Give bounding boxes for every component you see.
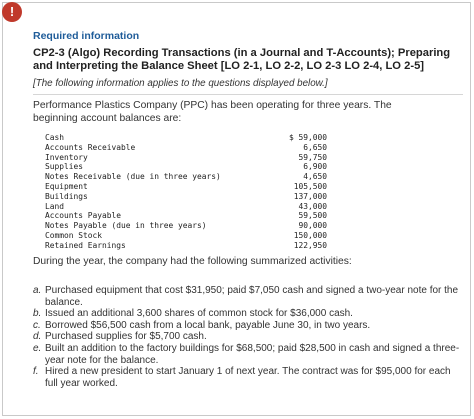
account-amount: 137,000 bbox=[293, 191, 327, 201]
activity-letter: a. bbox=[33, 285, 42, 296]
balance-row bbox=[45, 162, 327, 172]
problem-title: CP2-3 (Algo) Recording Transactions (in a Journal and T-Accounts); Preparing and Interpreting the Balance Sheet [LO 2-1, LO 2-2, LO 2-3 LO 2-4, LO 2-5] bbox=[33, 47, 451, 72]
account-name: Land bbox=[45, 201, 65, 211]
balance-row bbox=[45, 221, 327, 231]
account-amount: 4,650 bbox=[303, 172, 327, 182]
activity-item bbox=[33, 320, 463, 332]
activity-text: Hired a new president to start January 1 of next year. The contract was for $95,000 for each full year worked. bbox=[45, 366, 451, 389]
account-amount: 59,750 bbox=[298, 152, 327, 162]
account-name: Cash bbox=[45, 133, 65, 142]
account-name: Retained Earnings bbox=[45, 240, 126, 250]
activity-text: Issued an additional 3,600 shares of common stock for $36,000 cash. bbox=[45, 308, 353, 320]
activity-text: Purchased equipment that cost $31,950; paid $7,050 cash and signed a two-year note for the balance. bbox=[45, 285, 459, 308]
balance-row bbox=[45, 231, 327, 241]
activity-text: Built an addition to the factory buildings for $68,500; paid $28,500 in cash and signed a three-year note for the balance. bbox=[45, 342, 460, 366]
activity-item bbox=[33, 308, 463, 320]
activity-letter: b. bbox=[33, 308, 42, 320]
activity-letter: c. bbox=[33, 319, 41, 331]
activity-letter: e. bbox=[33, 342, 42, 354]
balance-row bbox=[45, 211, 327, 221]
activity-letter: d. bbox=[33, 331, 42, 343]
account-amount: 43,000 bbox=[298, 201, 327, 211]
required-information-heading: Required information bbox=[33, 30, 140, 42]
account-amount: 150,000 bbox=[293, 230, 327, 240]
activity-item bbox=[33, 343, 463, 366]
activity-text: Purchased supplies for $5,700 cash. bbox=[45, 331, 207, 343]
account-name: Buildings bbox=[45, 191, 88, 201]
account-amount: $ 59,000 bbox=[288, 133, 327, 142]
activity-text: Borrowed $56,500 cash from a local bank, payable June 30, in two years. bbox=[45, 319, 371, 331]
account-name: Accounts Payable bbox=[45, 211, 122, 221]
account-name: Common Stock bbox=[45, 230, 103, 240]
account-name: Equipment bbox=[45, 181, 88, 191]
account-name: Inventory bbox=[45, 152, 88, 162]
account-amount: 59,500 bbox=[298, 211, 327, 221]
balance-row bbox=[45, 202, 327, 212]
account-amount: 105,500 bbox=[293, 181, 327, 191]
activities-intro: During the year, the company had the following summarized activities: bbox=[33, 256, 352, 267]
activity-item bbox=[33, 331, 463, 343]
account-name: Notes Receivable (due in three years) bbox=[45, 172, 221, 182]
account-name: Notes Payable (due in three years) bbox=[45, 221, 207, 231]
activity-letter: f. bbox=[33, 366, 39, 378]
activity-item bbox=[33, 366, 463, 389]
account-name: Supplies bbox=[45, 162, 84, 172]
info-panel bbox=[2, 2, 471, 416]
balance-row bbox=[45, 143, 327, 153]
account-amount: 122,950 bbox=[293, 240, 327, 250]
balance-row bbox=[45, 153, 327, 163]
account-amount: 90,000 bbox=[298, 221, 327, 231]
balance-row bbox=[45, 172, 327, 182]
balance-row bbox=[45, 241, 327, 251]
activities-list bbox=[33, 285, 463, 389]
balance-row bbox=[45, 133, 327, 143]
account-amount: 6,900 bbox=[303, 162, 327, 172]
balance-row bbox=[45, 182, 327, 192]
activity-item bbox=[33, 285, 463, 308]
applies-note: [The following information applies to the questions displayed below.] bbox=[33, 78, 328, 89]
account-name: Accounts Receivable bbox=[45, 142, 136, 152]
balance-row bbox=[45, 192, 327, 202]
alert-icon: ! bbox=[2, 2, 22, 22]
beginning-balances-table bbox=[45, 133, 327, 251]
divider bbox=[33, 94, 463, 95]
intro-text: Performance Plastics Company (PPC) has been operating for three years. The beginning account balances are: bbox=[33, 100, 392, 124]
account-amount: 6,650 bbox=[303, 142, 327, 152]
